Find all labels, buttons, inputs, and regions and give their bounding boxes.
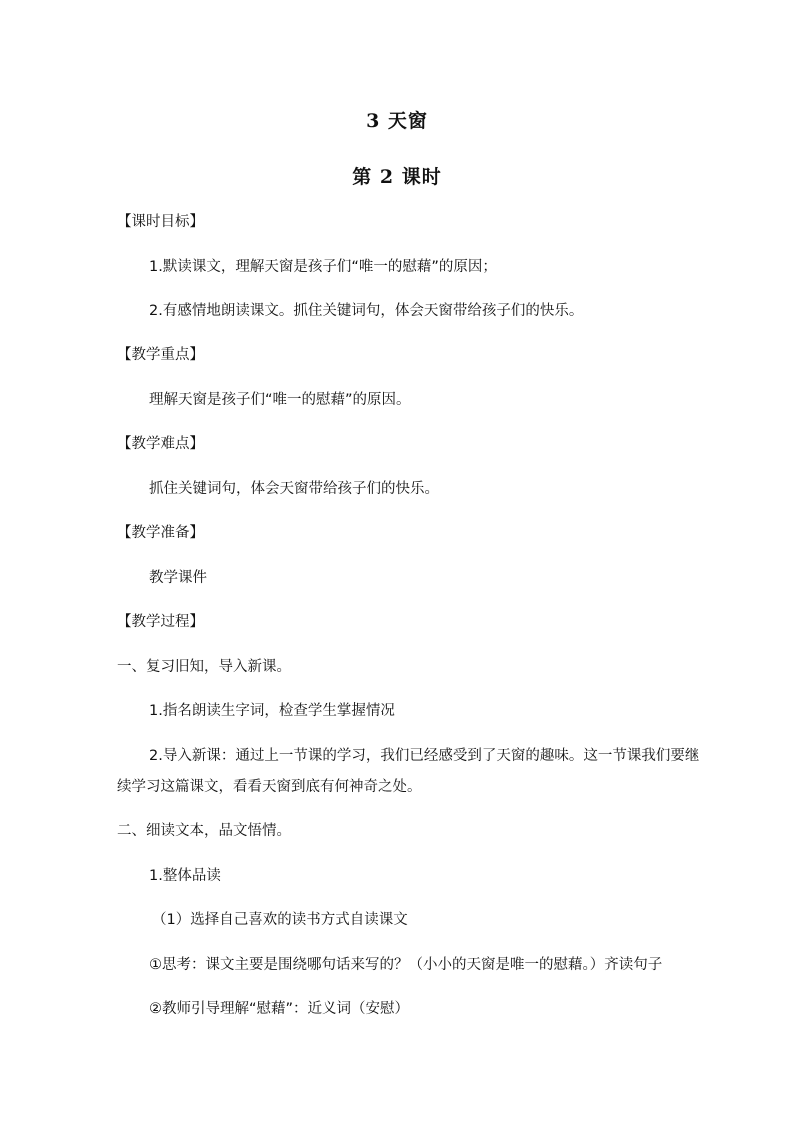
- part2-question-1: ①思考：课文主要是围绕哪句话来写的？（小小的天窗是唯一的慰藉。）齐读句子: [149, 957, 663, 973]
- part2-question-2: ②教师引导理解“慰藉”：近义词（安慰）: [149, 1001, 410, 1017]
- part1-item-2-line-1: 2.导入新课：通过上一节课的学习，我们已经感受到了天窗的趣味。这一节课我们要继: [149, 748, 700, 764]
- process-heading: 【教学过程】: [117, 614, 204, 630]
- goals-heading: 【课时目标】: [117, 214, 204, 230]
- part1-title: 一、复习旧知，导入新课。: [117, 659, 291, 675]
- part2-item-1: 1.整体品读: [149, 868, 221, 884]
- lesson-subtitle: 第 2 课时: [352, 166, 442, 188]
- part2-title: 二、细读文本，品文悟情。: [117, 823, 291, 839]
- goal-item-1: 1.默读课文，理解天窗是孩子们“唯一的慰藉”的原因；: [149, 259, 497, 275]
- difficulty-text: 抓住关键词句，体会天窗带给孩子们的快乐。: [149, 481, 439, 497]
- goal-item-2: 2.有感情地朗读课文。抓住关键词句，体会天窗带给孩子们的快乐。: [149, 303, 584, 319]
- prep-heading: 【教学准备】: [117, 525, 204, 541]
- difficulty-heading: 【教学难点】: [117, 436, 204, 452]
- prep-text: 教学课件: [149, 570, 207, 586]
- part1-item-1: 1.指名朗读生字词，检查学生掌握情况: [149, 703, 395, 719]
- key-text: 理解天窗是孩子们“唯一的慰藉”的原因。: [149, 392, 411, 408]
- key-heading: 【教学重点】: [117, 347, 204, 363]
- part1-item-2-line-2: 续学习这篇课文，看看天窗到底有何神奇之处。: [117, 779, 422, 795]
- lesson-title: 3 天窗: [366, 110, 428, 132]
- part2-sub-1: （1）选择自己喜欢的读书方式自读课文: [152, 912, 408, 928]
